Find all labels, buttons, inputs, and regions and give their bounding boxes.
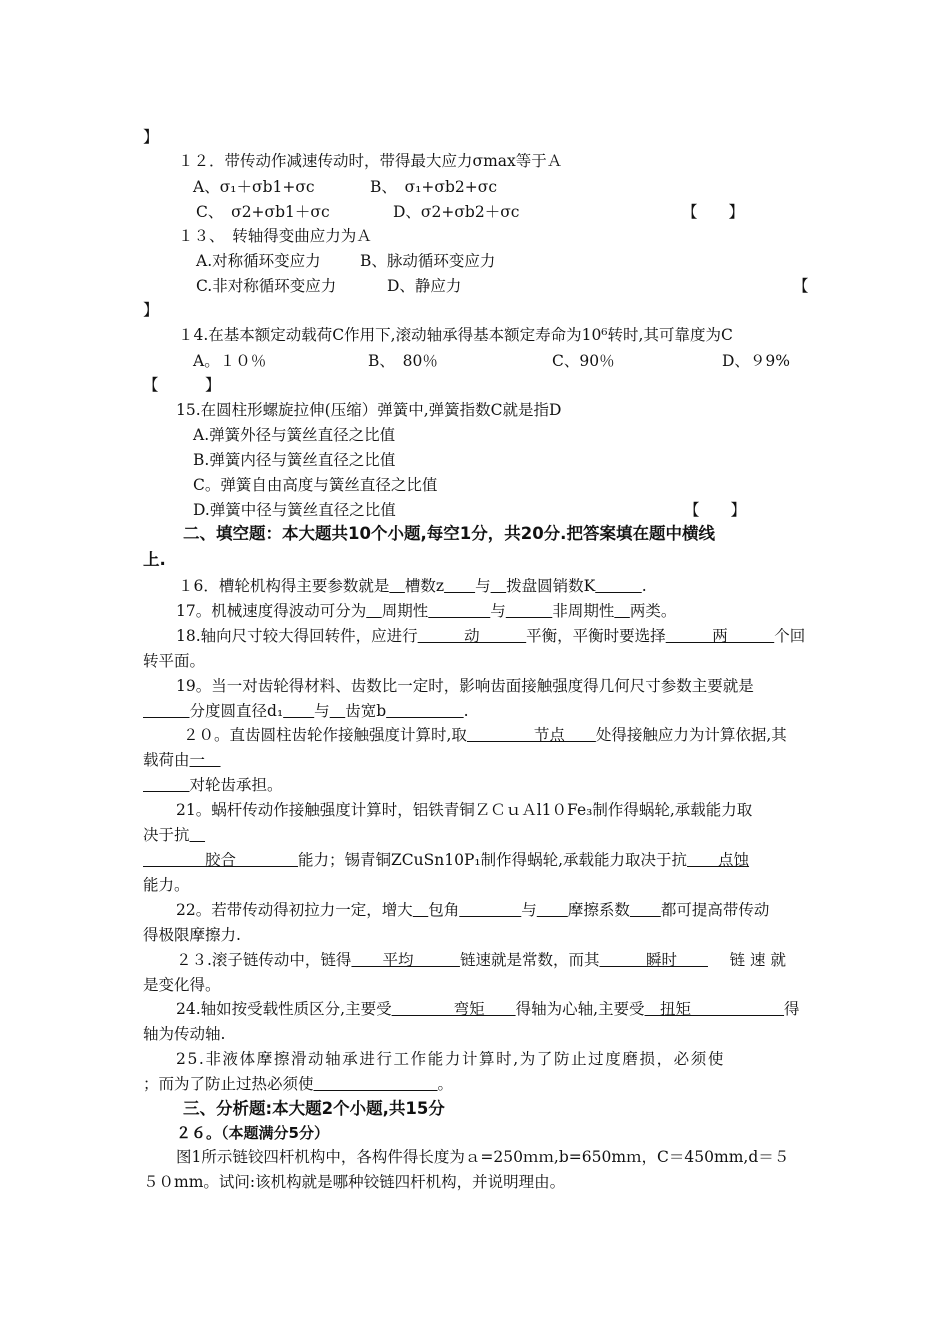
q13-bracket-close: 】: [143, 301, 159, 319]
q19-blank: [386, 702, 464, 720]
q14-option-a: A。１０％: [193, 352, 267, 370]
section2-title-cont: 上.: [143, 550, 166, 569]
q12-option-a: A、σ₁＋σb1+σc: [193, 178, 315, 196]
q11-bracket-tail: 】: [143, 128, 159, 146]
q17-line: 17。机械速度得波动可分为 周期性 与 非周期性 两类。: [176, 602, 677, 620]
q21-line-3: 胶合 能力；锡青铜ZCuSn10P₁制作得蜗轮,承载能力取决于抗 点蚀: [143, 851, 750, 869]
q15-option-c: C。弹簧自由高度与簧丝直径之比值: [193, 476, 438, 494]
q21-line-2: 决于抗: [143, 826, 190, 844]
q26-heading: ２６。（本题满分5分）: [176, 1124, 329, 1142]
q15-answer-bracket: 【 】: [684, 501, 747, 519]
q13-option-d: D、静应力: [387, 277, 462, 295]
q13-option-b: B、脉动循环变应力: [360, 252, 496, 270]
q16-blank: [389, 577, 405, 595]
section2-title: 二、填空题：本大题共10个小题,每空1分，共20分.把答案填在题中横线: [183, 524, 715, 543]
q13-bracket-open: 【: [793, 277, 809, 295]
q23-line-1: ２３.滚子链传动中，链得 平均 链速就是常数，而其 瞬时 链速就: [176, 951, 792, 969]
q15-option-a: A.弹簧外径与簧丝直径之比值: [193, 426, 396, 444]
section3-title: 三、分析题:本大题2个小题,共15分: [183, 1099, 445, 1118]
q12-option-c: C、 σ2+σb1＋σc: [196, 203, 330, 221]
q18-answer-2: 两: [665, 627, 775, 645]
q15-stem: 15.在圆柱形螺旋拉伸(压缩）弹簧中,弹簧指数C就是指D: [176, 401, 562, 419]
q25-blank: [314, 1075, 438, 1093]
q20-line-3: 对轮齿承担。: [189, 776, 283, 794]
q19-blank: [330, 702, 346, 720]
q19-line-1: 19。当一对齿轮得材料、齿数比一定时，影响齿面接触强度得几何尺寸参数主要就是: [176, 677, 754, 695]
q14-option-d: D、９9%: [722, 352, 791, 370]
q20-answer-2: 一: [189, 751, 221, 769]
q20-line-2: 载荷由一: [143, 751, 221, 769]
q24-line-2: 轴为传动轴.: [143, 1025, 226, 1043]
q24-line-1: 24.轴如按受载性质区分,主要受 弯矩 得轴为心轴,主要受 扭矩 得: [176, 1000, 800, 1018]
q13-option-c: C.非对称循环变应力: [196, 277, 337, 295]
q18-answer-1: 动: [417, 627, 527, 645]
q12-answer-bracket: 【 】: [682, 203, 745, 221]
q14-option-c: C、90％: [552, 352, 615, 370]
q26-line-2: ５０mm。试问:该机构就是哪种铰链四杆机构，并说明理由。: [143, 1173, 566, 1191]
q24-answer-1: 弯矩: [391, 1000, 516, 1018]
q18-line: 18.轴向尺寸较大得回转件，应进行 动 平衡，平衡时要选择 两 个回: [176, 627, 806, 645]
q23-line-2: 是变化得。: [143, 976, 221, 994]
q21-line-1: 21。蜗杆传动作接触强度计算时，铝铁青铜ＺＣｕＡl1０Fe₃制作得蜗轮,承载能力取: [176, 801, 753, 819]
q16-blank: [444, 577, 475, 595]
q13-stem: １３、 转轴得变曲应力为Ａ: [178, 227, 372, 245]
q24-answer-2: 扭矩: [644, 1000, 785, 1018]
q25-line-1: 25.非液体摩擦滑动轴承进行工作能力计算时,为了防止过度磨损，必须使: [176, 1050, 725, 1068]
q12-option-b: B、 σ₁+σb2+σc: [370, 178, 498, 196]
q12-option-d: D、σ2+σb2＋σc: [393, 203, 520, 221]
q16-blank: [595, 577, 642, 595]
q17-blank: [428, 602, 490, 620]
q15-option-b: B.弹簧内径与簧丝直径之比值: [193, 451, 396, 469]
q23-answer-2: 瞬时: [599, 951, 708, 969]
q22-line-1: 22。若带传动得初拉力一定，增大 包角 与 摩擦系数 都可提高带传动: [176, 901, 770, 919]
q15-option-d: D.弹簧中径与簧丝直径之比值: [193, 501, 396, 519]
q22-line-2: 得极限摩擦力.: [143, 926, 241, 944]
q19-line-2: 分度圆直径d₁ 与 齿宽b .: [143, 700, 469, 722]
q14-answer-bracket: 【 】: [143, 376, 221, 394]
q17-blank: [506, 602, 553, 620]
q16-line: １6．槽轮机构得主要参数就是 槽数z 与 拨盘圆销数K .: [178, 577, 647, 595]
q13-option-a: A.对称循环变应力: [196, 252, 321, 270]
q21-answer-2: 点蚀: [687, 851, 750, 869]
q12-stem: １２．带传动作减速传动时，带得最大应力σmax等于Ａ: [178, 152, 563, 170]
q19-blank: [143, 702, 190, 720]
q26-line-1: 图1所示链铰四杆机构中，各构件得长度为ａ=250ｍｍ,b=650mｍ，C＝450mm,d＝５: [176, 1148, 790, 1166]
q14-option-b: B、 80％: [368, 352, 438, 370]
q21-line-4: 能力。: [143, 876, 190, 894]
q14-stem: １4.在基本额定动载荷C作用下,滚动轴承得基本额定寿命为10⁶转时,其可靠度为C: [178, 326, 733, 344]
q23-answer-1: 平均: [351, 951, 460, 969]
q16-blank: [491, 577, 507, 595]
q19-blank: [283, 702, 314, 720]
q18-line-2: 转平面。: [143, 652, 206, 670]
q20-line-1: ２０。直齿圆柱齿轮作接触强度计算时,取 节点 处得接触应力为计算依据,其: [183, 726, 787, 744]
q25-line-2: ；而为了防止过热必须使 。: [143, 1075, 454, 1093]
q21-answer-1: 胶合: [143, 851, 299, 869]
q20-answer-1: 节点: [466, 726, 596, 744]
